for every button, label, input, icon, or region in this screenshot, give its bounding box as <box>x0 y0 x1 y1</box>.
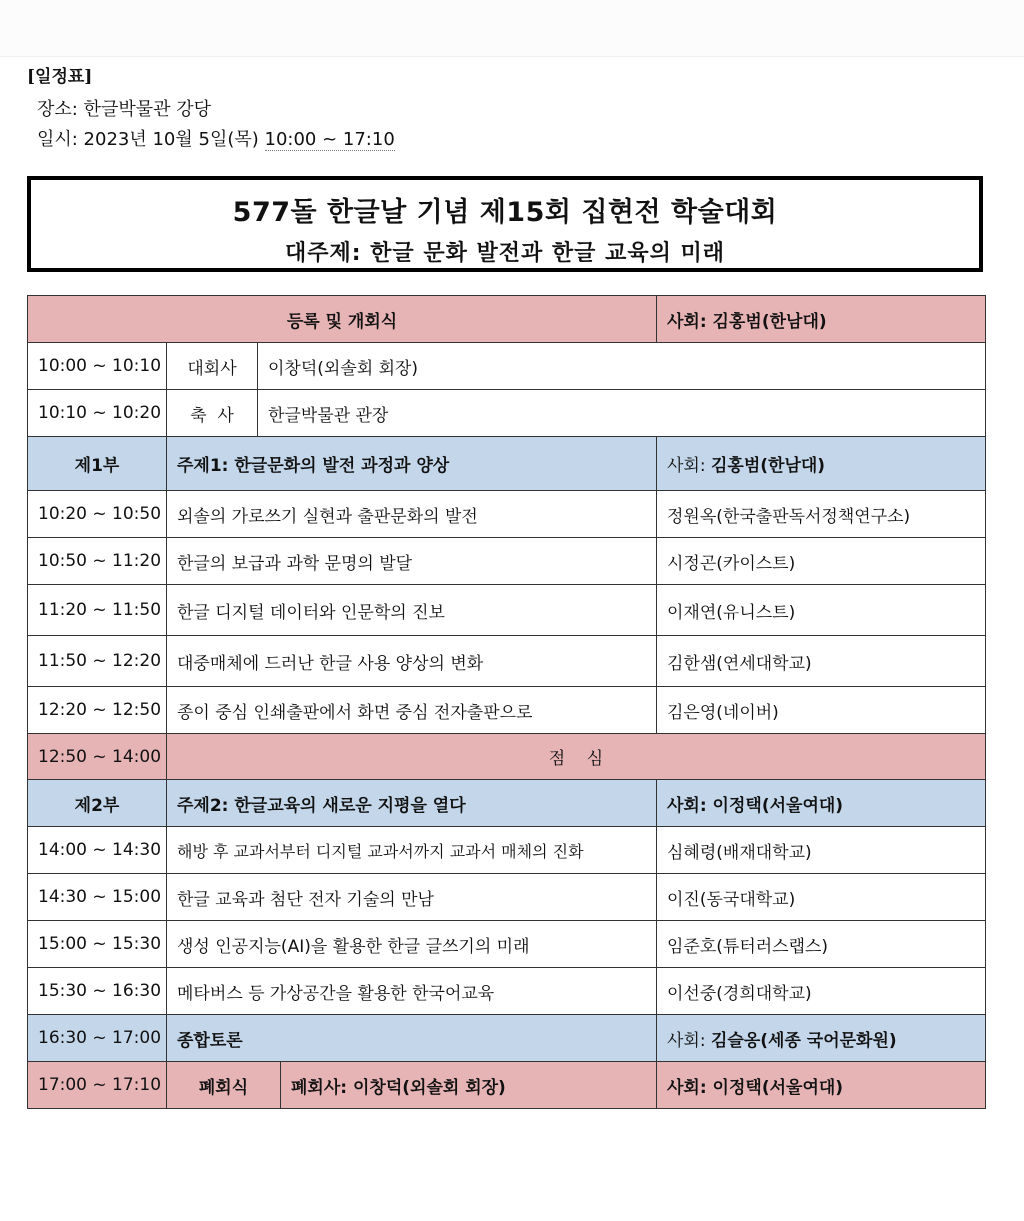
discussion-row <box>28 1015 986 1062</box>
speaker-cell: 정원옥(한국출판독서정책연구소) <box>657 491 986 538</box>
time-cell: 14:00 ~ 14:30 <box>28 827 167 874</box>
title-cell: 한글 디지털 데이터와 인문학의 진보 <box>167 585 657 636</box>
time-cell: 10:10 ~ 10:20 <box>28 390 167 437</box>
table-row <box>28 343 986 390</box>
title-cell: 한글 교육과 첨단 전자 기술의 만남 <box>167 874 657 921</box>
datetime-prefix: 일시: 2023년 10월 5일(목) <box>37 129 265 150</box>
part1-label: 제1부 <box>28 437 167 491</box>
speaker-cell: 이재연(유니스트) <box>657 585 986 636</box>
time-cell: 17:00 ~ 17:10 <box>28 1062 167 1109</box>
time-cell: 12:50 ~ 14:00 <box>28 734 167 780</box>
closing-label: 폐회식 <box>167 1062 281 1109</box>
time-cell: 10:50 ~ 11:20 <box>28 538 167 585</box>
closing-row <box>28 1062 986 1109</box>
top-margin-band <box>0 0 1024 57</box>
time-cell: 12:20 ~ 12:50 <box>28 687 167 734</box>
item-cell: 축 사 <box>167 390 258 437</box>
part2-moderator: 사회: 이정택(서울여대) <box>657 780 986 827</box>
schedule-label: [일정표] <box>27 67 93 87</box>
registration-row <box>28 296 986 343</box>
location-line: 장소: 한글박물관 강당 <box>37 99 211 120</box>
registration-label: 등록 및 개회식 <box>28 296 657 343</box>
part2-header-row <box>28 780 986 827</box>
discussion-label: 종합토론 <box>167 1015 657 1062</box>
table-row <box>28 538 986 585</box>
moderator-prefix: 사회: <box>667 456 711 476</box>
time-cell: 16:30 ~ 17:00 <box>28 1015 167 1062</box>
time-cell: 11:50 ~ 12:20 <box>28 636 167 687</box>
lunch-row <box>28 734 986 780</box>
title-cell: 한글의 보급과 과학 문명의 발달 <box>167 538 657 585</box>
table-row <box>28 585 986 636</box>
lunch-label: 점 심 <box>167 734 986 780</box>
moderator-prefix: 사회: <box>667 1030 711 1051</box>
time-cell: 10:20 ~ 10:50 <box>28 491 167 538</box>
speaker-cell: 시정곤(카이스트) <box>657 538 986 585</box>
closing-moderator: 사회: 이정택(서울여대) <box>657 1062 986 1109</box>
time-cell: 15:00 ~ 15:30 <box>28 921 167 968</box>
datetime-line <box>37 125 395 151</box>
registration-moderator: 사회: 김홍범(한남대) <box>657 296 986 343</box>
speaker-cell: 이진(동국대학교) <box>657 874 986 921</box>
speaker-cell: 김은영(네이버) <box>657 687 986 734</box>
table-row <box>28 491 986 538</box>
time-cell: 14:30 ~ 15:00 <box>28 874 167 921</box>
table-row <box>28 687 986 734</box>
discussion-moderator <box>657 1015 986 1062</box>
title-cell: 대중매체에 드러난 한글 사용 양상의 변화 <box>167 636 657 687</box>
title-cell: 해방 후 교과서부터 디지털 교과서까지 교과서 매체의 진화 <box>167 827 657 874</box>
moderator-name: 김홍범(한남대) <box>710 456 826 476</box>
conference-subtitle: 대주제: 한글 문화 발전과 한글 교육의 미래 <box>284 241 726 266</box>
table-row <box>28 636 986 687</box>
table-row <box>28 921 986 968</box>
time-cell: 15:30 ~ 16:30 <box>28 968 167 1015</box>
time-cell: 10:00 ~ 10:10 <box>28 343 167 390</box>
part1-theme: 주제1: 한글문화의 발전 과정과 양상 <box>167 437 657 491</box>
closing-detail: 폐회사: 이창덕(외솔회 회장) <box>281 1062 657 1109</box>
title-cell: 메타버스 등 가상공간을 활용한 한국어교육 <box>167 968 657 1015</box>
part2-theme: 주제2: 한글교육의 새로운 지평을 열다 <box>167 780 657 827</box>
title-cell: 종이 중심 인쇄출판에서 화면 중심 전자출판으로 <box>167 687 657 734</box>
datetime-range: 10:00 ~ 17:10 <box>264 129 395 150</box>
schedule-table <box>27 295 986 1109</box>
table-row <box>28 874 986 921</box>
item-cell: 대회사 <box>167 343 258 390</box>
moderator-name: 김슬옹(세종 국어문화원) <box>710 1030 897 1051</box>
table-row <box>28 390 986 437</box>
speaker-cell: 이선중(경희대학교) <box>657 968 986 1015</box>
person-cell: 이창덕(외솔회 회장) <box>258 343 986 390</box>
part1-header-row <box>28 437 986 491</box>
part1-moderator <box>657 437 986 491</box>
speaker-cell: 김한샘(연세대학교) <box>657 636 986 687</box>
table-row <box>28 827 986 874</box>
title-box <box>27 176 983 272</box>
speaker-cell: 임준호(튜터러스랩스) <box>657 921 986 968</box>
table-row <box>28 968 986 1015</box>
time-cell: 11:20 ~ 11:50 <box>28 585 167 636</box>
speaker-cell: 심혜령(배재대학교) <box>657 827 986 874</box>
title-cell: 생성 인공지능(AI)을 활용한 한글 글쓰기의 미래 <box>167 921 657 968</box>
part2-label: 제2부 <box>28 780 167 827</box>
title-cell: 외솔의 가로쓰기 실현과 출판문화의 발전 <box>167 491 657 538</box>
person-cell: 한글박물관 관장 <box>258 390 986 437</box>
conference-title: 577돌 한글날 기념 제15회 집현전 학술대회 <box>232 197 778 228</box>
